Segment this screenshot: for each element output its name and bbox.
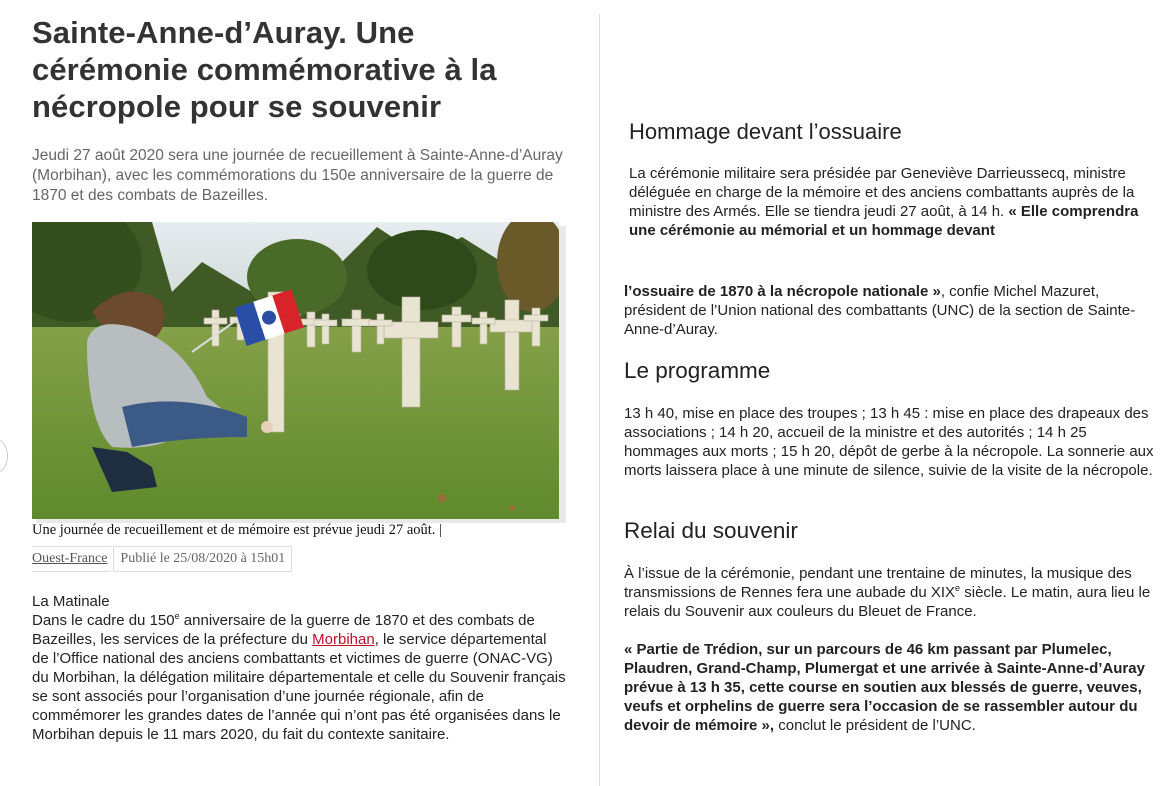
paragraph-hommage: La cérémonie militaire sera présidée par Geneviève Darrieussecq, ministre déléguée en charge de la mémoire et des anciens combattants auprès de la ministre des Armés. Elle se tiendra jeudi 27 août, à 14 h. « Elle comprendra une cérémonie au mémorial et un hommage devant [629,165,1139,239]
heading-hommage: Hommage devant l’ossuaire [629,119,902,144]
source-link[interactable]: Ouest-France [32,546,111,572]
publish-date: Publié le 25/08/2020 à 15h01 [113,546,292,572]
article-lead: Jeudi 27 août 2020 sera une journée de recueillement à Sainte-Anne-d’Auray (Morbihan), avec les commémorations du 150e anniversaire de la guerre de 1870 et des combats de Bazeilles. [32,147,563,204]
article-photo[interactable] [32,222,566,523]
heading-programme: Le programme [624,358,771,383]
morbihan-link[interactable]: Morbihan [312,631,375,648]
paragraph-programme: 13 h 40, mise en place des troupes ; 13 h 45 : mise en place des drapeaux des associations ; 14 h 20, accueil de la ministre et des autorités ; 14 h 25 hommages aux morts ; 15 h 20, dépôt de gerbe à la nécropole. La sonnerie aux morts laissera place à une minute de silence, suivie de la visite de la nécropole. [624,405,1154,479]
column-divider [599,14,600,786]
photo-caption: Une journée de recueillement et de mémoire est prévue jeudi 27 août. | [32,522,442,538]
heading-relai: Relai du souvenir [624,518,798,543]
article-title: Sainte-Anne-d’Auray. Une cérémonie commémorative à la nécropole pour se souvenir [32,15,497,124]
cemetery-photo-illustration [32,222,559,519]
kicker: La Matinale [32,593,110,610]
byline [32,546,292,572]
paragraph: Dans le cadre du 150e anniversaire de la guerre de 1870 et des combats de Bazeilles, les services de la préfecture du Morbihan, le service départemental de l’Office national des anciens combattants et victimes de guerre (ONAC-VG) du Morbihan, la délégation militaire départementale et celle du Souvenir français se sont associés pour l’organisation d’une journée régionale, afin de commémorer les grandes dates de l’année qui n’ont pas été organisées dans le Morbihan depuis le 11 mars 2020, du fait du contexte sanitaire. [32,611,566,743]
paragraph-relai: À l’issue de la cérémonie, pendant une trentaine de minutes, la musique des transmissions de Rennes fera une aubade du XIXe siècle. Le matin, aura lieu le relais du Souvenir aux couleurs du Bleuet de France. [624,565,1151,620]
article-body-left [32,592,567,744]
paragraph-hommage-cont: l’ossuaire de 1870 à la nécropole nationale », confie Michel Mazuret, président de l’Union national des combattants (UNC) de la section de Sainte-Anne-d’Auray. [624,283,1136,338]
left-column [32,14,572,743]
paragraph-quote: « Partie de Trédion, sur un parcours de 46 km passant par Plumelec, Plaudren, Grand-Champ, Plumergat et une arrivée à Sainte-Anne-d’Auray prévue à 13 h 35, cette course en soutien aux blessés de guerre, veuves, veufs et orphelins de guerre sera l’occasion de se rassembler autour du devoir de mémoire », conclut le président de l’UNC. [624,641,1145,734]
scroll-handle[interactable] [0,440,8,472]
